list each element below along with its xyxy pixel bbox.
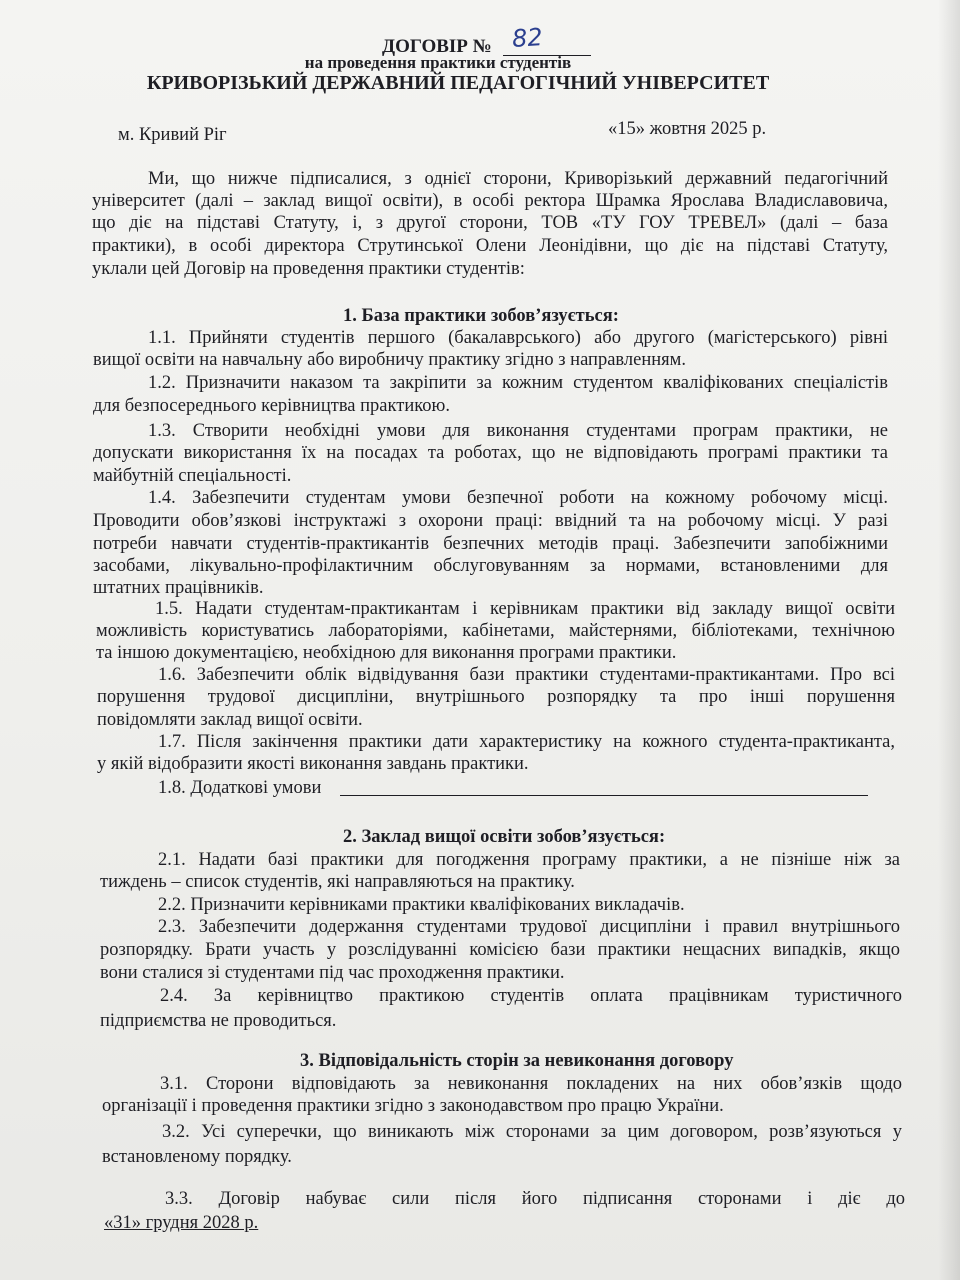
section-1-line: та іншою документацією, необхідною для виконання програми практики. <box>96 643 677 663</box>
section-1-line: 1.3. Створити необхідні умови для виконання студентами програм практики, не <box>148 421 888 441</box>
section-2-line: тиждень – список студентів, які направляються на практику. <box>100 872 575 892</box>
section-1-line: майбутній спеціальності. <box>93 466 292 486</box>
section-1-line: можливість користуватись лабораторіями, кабінетами, майстернями, бібліотеками, технічною <box>96 621 895 641</box>
section-2-line: 2.2. Призначити керівниками практики кваліфікованих викладачів. <box>158 895 685 915</box>
section-1-line: порушення трудової дисципліни, внутрішнього розпорядку та про інші порушення <box>97 687 895 707</box>
intro-line: що діє на підставі Статуту, і, з другої сторони, ТОВ «ТУ ГОУ ТРЕВЕЛ» (далі – база <box>92 213 888 233</box>
section-2-line: вони сталися зі студентами під час проходження практики. <box>100 963 565 983</box>
section-1-line: 1.7. Після закінчення практики дати характеристику на кожного студента-практиканта, <box>158 732 895 752</box>
section-1-line: 1.2. Призначити наказом та закріпити за кожним студентом кваліфікованих спеціалістів <box>148 373 888 393</box>
section-3-line: 3.1. Сторони відповідають за невиконання покладених на них обов’язків щодо <box>160 1074 902 1094</box>
contract-end-date: «31» грудня 2028 р. <box>104 1213 259 1233</box>
section-1-line: вищої освіти на навчальну або виробничу практику згідно з направленням. <box>93 350 686 370</box>
section-1-line: для безпосереднього керівництва практикою. <box>93 396 450 416</box>
section-1-line: 1.4. Забезпечити студентам умови безпечної роботи на кожному робочому місці. <box>148 488 888 508</box>
section-1-line: допускати використання їх на посадах та роботах, що не відповідають програмі практики та <box>93 443 888 463</box>
section-3-line: встановленому порядку. <box>102 1147 292 1167</box>
section-3-line: організації і проведення практики згідно з законодавством про працю України. <box>102 1096 724 1116</box>
section-2-title: 2. Заклад вищої освіти зобов’язується: <box>343 827 666 847</box>
section-2-line: 2.1. Надати базі практики для погодження програму практики, а не пізніше ніж за <box>158 850 900 870</box>
section-1-line: Проводити обов’язкові інструктажі з охорони праці: ввідний та на робочому місці. У разі <box>93 511 888 531</box>
contract-title: ДОГОВІР № <box>382 36 492 57</box>
section-3-line: 3.3. Договір набуває сили після його підписання сторонами і діє до <box>165 1189 905 1209</box>
intro-line: Ми, що нижче підписалися, з однієї сторони, Криворізький державний педагогічний <box>148 169 888 189</box>
contract-number: 82 <box>511 22 544 54</box>
place: м. Кривий Ріг <box>118 125 227 145</box>
intro-line: практики), в особі директора Струтинської Олени Леонідівни, що діє на підставі Статуту, <box>92 236 888 256</box>
section-3-title: 3. Відповідальність сторін за невиконання договору <box>300 1051 734 1071</box>
section-1-line: 1.5. Надати студентам-практикантам і керівникам практики від закладу вищої освіти <box>155 599 895 619</box>
intro-line: уклали цей Договір на проведення практики студентів: <box>92 259 525 279</box>
section-1-line: 1.1. Прийняти студентів першого (бакалаврського) або другого (магістерського) рівні <box>148 328 888 348</box>
section-1-line: потреби навчати студентів-практикантів безпечних методів праці. Забезпечити запобіжними <box>93 534 888 554</box>
section-2-line: 2.3. Забезпечити додержання студентами трудової дисципліни і правил внутрішнього <box>158 917 900 937</box>
section-1-line: 1.8. Додаткові умови <box>158 778 322 798</box>
section-1-line: 1.6. Забезпечити облік відвідування бази практики студентами-практикантами. Про всі <box>158 665 895 685</box>
section-1-line: у якій відобразити якості виконання завдань практики. <box>97 754 529 774</box>
section-1-line: штатних працівників. <box>93 578 264 598</box>
university-name: КРИВОРІЗЬКИЙ ДЕРЖАВНИЙ ПЕДАГОГІЧНИЙ УНІВЕРСИТЕТ <box>146 72 770 94</box>
section-1-line: повідомляти заклад вищої освіти. <box>97 710 363 730</box>
contract-subtitle: на проведення практики студентів <box>304 53 572 72</box>
section-1-title: 1. База практики зобов’язується: <box>343 306 619 326</box>
intro-line: університет (далі – заклад вищої освіти), в особі ректора Шрамка Ярослава Владиславовича, <box>92 191 888 211</box>
section-1-line: засобами, лікувально-профілактичним обслуговуванням за нормами, встановленими для <box>93 556 888 576</box>
section-3-line: 3.2. Усі суперечки, що виникають між сторонами за цим договором, розв’язуються у <box>162 1122 902 1142</box>
section-2-line: підприємства не проводиться. <box>100 1011 337 1031</box>
additional-terms-blank <box>340 795 868 796</box>
section-2-line: розпорядку. Брати участь у розслідуванні комісією бази практики нещасних випадків, якщо <box>100 940 900 960</box>
contract-date: «15» жовтня 2025 р. <box>608 119 767 139</box>
section-2-line: 2.4. За керівництво практикою студентів оплата працівникам туристичного <box>160 986 902 1006</box>
